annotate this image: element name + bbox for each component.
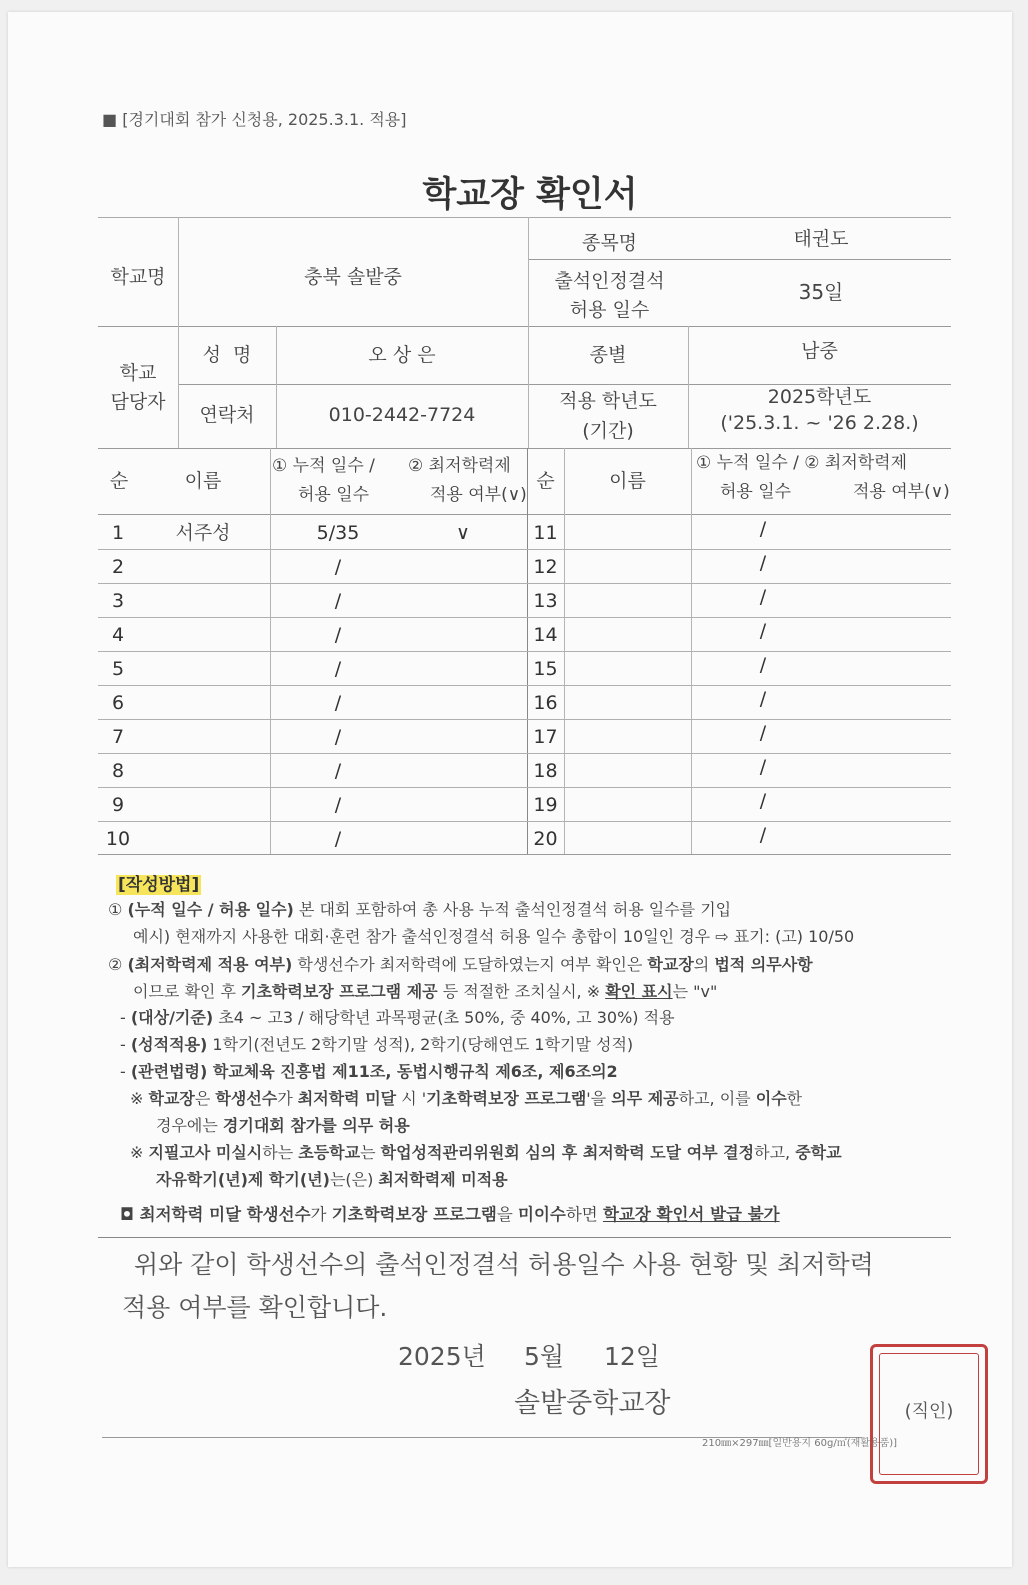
name-label: 성 명 xyxy=(202,344,252,366)
row-number: 9 xyxy=(111,794,125,816)
method-line-5: - (대상/기준) 초4 ~ 고3 / 해당학년 과목평균(초 50%, 중 40%, 고 30%) 적용 xyxy=(120,1008,675,1027)
method-line-8: ※ 학교장은 학생선수가 최저학력 미달 시 '기초학력보장 프로그램'을 의무 제공하고, 이를 이수한 xyxy=(130,1089,803,1108)
method-line-12: ◘ 최저학력 미달 학생선수가 기초학력보장 프로그램을 미이수하면 학교장 확인서 발급 불가 xyxy=(120,1205,780,1224)
row-number: 14 xyxy=(533,624,558,646)
col-min-left-1: ② 최저학력제 xyxy=(408,456,511,476)
row-number: 11 xyxy=(533,522,558,544)
row-number: 20 xyxy=(533,828,558,850)
row-number: 7 xyxy=(111,726,125,748)
col-name-left: 이름 xyxy=(184,470,222,492)
days-count: / xyxy=(334,794,342,816)
days-count: / xyxy=(759,586,767,608)
date-year: 2025년 xyxy=(398,1342,486,1371)
allowed-days-label-1: 출석인정결석 xyxy=(554,270,665,292)
row-number: 15 xyxy=(533,658,558,680)
row-number: 18 xyxy=(533,760,558,782)
col-no-left: 순 xyxy=(109,470,129,492)
row-number: 12 xyxy=(533,556,558,578)
year-label-1: 적용 학년도 xyxy=(559,390,657,412)
allowed-days-value: 35일 xyxy=(798,280,844,304)
row-number: 4 xyxy=(111,624,125,646)
days-count: / xyxy=(759,654,767,676)
seal-text: (직인) xyxy=(904,1401,954,1422)
year-value-1: 2025학년도 xyxy=(767,386,872,408)
col-name-right: 이름 xyxy=(609,470,646,492)
row-number: 8 xyxy=(111,760,125,782)
contact-value: 010-2442-7724 xyxy=(328,404,476,426)
row-number: 2 xyxy=(111,556,125,578)
method-line-3: ② (최저학력제 적용 여부) 학생선수가 최저학력에 도달하였는지 여부 확인은 학교장의 법적 의무사항 xyxy=(108,955,813,974)
row-number: 1 xyxy=(111,522,125,544)
col-days-left-2: 허용 일수 xyxy=(298,485,370,505)
days-count: / xyxy=(759,518,767,540)
signer: 솔밭중학교장 xyxy=(514,1388,671,1419)
manager-label-2: 담당자 xyxy=(110,391,166,413)
col-no-right: 순 xyxy=(536,470,555,492)
days-count: / xyxy=(334,556,342,578)
page-title: 학교장 확인서 xyxy=(422,175,638,215)
statement-line-1: 위와 같이 학생선수의 출석인정결석 허용일수 사용 현황 및 최저학력 xyxy=(134,1250,874,1279)
gender-value: 남중 xyxy=(801,340,838,362)
days-count: / xyxy=(334,658,342,680)
days-count: / xyxy=(759,620,767,642)
row-number: 5 xyxy=(111,658,125,680)
days-count: / xyxy=(334,760,342,782)
method-line-1: ① (누적 일수 / 허용 일수) 본 대회 포함하여 총 사용 누적 출석인정결석 허용 일수를 기입 xyxy=(108,900,732,919)
name-value: 오 상 은 xyxy=(368,344,436,366)
row-number: 16 xyxy=(533,692,558,714)
col-days-left-1: ① 누적 일수 / xyxy=(272,456,375,476)
row-number: 19 xyxy=(533,794,558,816)
min-academic-check: ∨ xyxy=(456,522,470,544)
days-count: / xyxy=(759,722,767,744)
method-line-2: 예시) 현재까지 사용한 대회·훈련 참가 출석인정결석 허용 일수 총합이 10일인 경우 ⇨ 표기: (고) 10/50 xyxy=(133,927,855,946)
school-label: 학교명 xyxy=(110,266,166,288)
col-min-right-2: 적용 여부(∨) xyxy=(853,482,950,502)
days-count: / xyxy=(759,824,767,846)
days-count: / xyxy=(759,552,767,574)
method-heading: [작성방법] xyxy=(118,875,200,895)
sport-value: 태권도 xyxy=(793,228,849,250)
col-min-left-2: 적용 여부(∨) xyxy=(430,485,527,505)
days-count: / xyxy=(759,688,767,710)
date-day: 12일 xyxy=(604,1342,660,1371)
row-number: 10 xyxy=(105,828,131,850)
days-count: / xyxy=(334,590,342,612)
paper-spec: 210㎜×297㎜[일반용지 60g/㎡(재활용품)] xyxy=(702,1438,898,1449)
row-number: 17 xyxy=(533,726,558,748)
header-tag: ■ [경기대회 참가 신청용, 2025.3.1. 적용] xyxy=(102,110,407,129)
method-line-4: 이므로 확인 후 기초학력보장 프로그램 제공 등 적절한 조치실시, ※ 확인 표시는 "v" xyxy=(133,982,718,1001)
days-count: / xyxy=(334,624,342,646)
col-days-right-2: 허용 일수 xyxy=(720,482,792,502)
days-count: / xyxy=(334,828,342,850)
days-count: / xyxy=(759,756,767,778)
method-line-7: - (관련법령) 학교체육 진흥법 제11조, 동법시행규칙 제6조, 제6조의2 xyxy=(120,1062,618,1081)
days-count: / xyxy=(759,790,767,812)
days-count: 5/35 xyxy=(316,522,360,544)
school-value: 충북 솔밭중 xyxy=(304,266,402,288)
method-line-9: 경우에는 경기대회 참가를 의무 허용 xyxy=(156,1116,410,1135)
document-sheet xyxy=(8,12,1012,1567)
days-count: / xyxy=(334,692,342,714)
gender-label: 종별 xyxy=(589,344,627,366)
col-days-min-right-1: ① 누적 일수 / ② 최저학력제 xyxy=(696,453,908,473)
manager-label-1: 학교 xyxy=(119,362,157,384)
method-line-11: 자유학기(년)제 학기(년)는(은) 최저학력제 미적용 xyxy=(156,1170,508,1189)
date-month: 5월 xyxy=(524,1342,565,1371)
method-line-10: ※ 지필고사 미실시하는 초등학교는 학업성적관리위원회 심의 후 최저학력 도달 여부 결정하고, 중학교 xyxy=(130,1143,842,1162)
year-label-2: (기간) xyxy=(582,420,634,442)
row-number: 3 xyxy=(111,590,125,612)
row-number: 13 xyxy=(533,590,558,612)
contact-label: 연락처 xyxy=(199,404,255,426)
official-seal xyxy=(870,1344,988,1484)
days-count: / xyxy=(334,726,342,748)
year-value-2: ('25.3.1. ~ '26 2.28.) xyxy=(720,412,919,434)
allowed-days-label-2: 허용 일수 xyxy=(569,299,650,321)
sport-label: 종목명 xyxy=(581,232,638,254)
method-line-6: - (성적적용) 1학기(전년도 2학기말 성적), 2학기(당해연도 1학기말 성적) xyxy=(120,1035,634,1054)
student-name: 서주성 xyxy=(175,522,231,544)
statement-line-2: 적용 여부를 확인합니다. xyxy=(122,1293,388,1322)
row-number: 6 xyxy=(111,692,125,714)
